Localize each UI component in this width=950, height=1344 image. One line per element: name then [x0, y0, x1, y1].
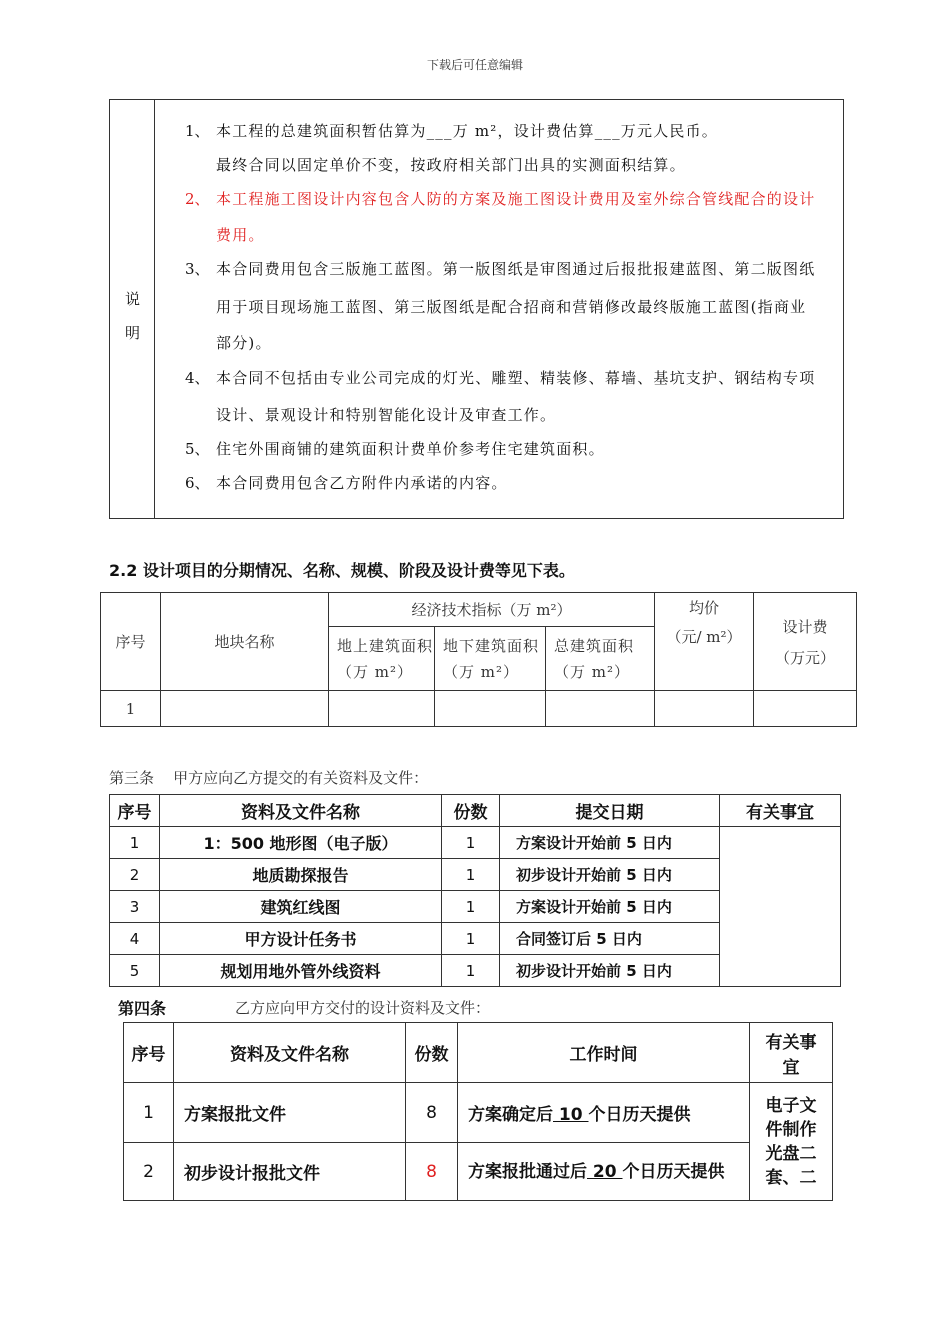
table-row-seq: 3 [110, 891, 160, 923]
header-seq: 序号 [101, 593, 161, 691]
page-header: 下载后可任意编辑 [426, 58, 523, 72]
a4-header-name: 资料及文件名称 [174, 1023, 406, 1083]
table-row-count: 1 [442, 859, 500, 891]
time-post: 个日历天提供 [588, 1105, 691, 1125]
note-number: 6、 [185, 474, 210, 492]
table-row-name: 初步设计报批文件 [174, 1143, 406, 1201]
row-total [546, 691, 655, 727]
article4-title-rest: 乙方应向甲方交付的设计资料及文件： [235, 999, 491, 1017]
a4-matter-cell: 电子文件制作光盘二套、二 [750, 1083, 833, 1201]
time-post: 个日历天提供 [622, 1161, 725, 1182]
table-row-date: 方案设计开始前 5 日内 [500, 891, 720, 923]
a4-header-count: 份数 [406, 1023, 458, 1083]
note-line: 部分)。 [216, 334, 272, 352]
time-num: 20 [587, 1161, 623, 1182]
note-line: 住宅外围商铺的建筑面积计费单价参考住宅建筑面积。 [216, 440, 605, 458]
table-row-count: 1 [442, 891, 500, 923]
note-number: 1、 [185, 122, 210, 140]
note-line: 本合同费用包含乙方附件内承诺的内容。 [216, 474, 508, 492]
a3-header-date: 提交日期 [500, 795, 720, 827]
table-row-count: 1 [442, 923, 500, 955]
table-row-seq: 4 [110, 923, 160, 955]
table-row-name: 方案报批文件 [174, 1083, 406, 1143]
header-total-area: 总建筑面积（万 m²） [546, 627, 655, 691]
time-pre: 方案报批通过后 [468, 1161, 587, 1182]
a3-header-seq: 序号 [110, 795, 160, 827]
time-pre: 方案确定后 [468, 1105, 553, 1125]
a4-header-time: 工作时间 [458, 1023, 750, 1083]
table-row-count: 1 [442, 827, 500, 859]
table-row-name: 规划用地外管外线资料 [160, 955, 442, 987]
a3-header-name: 资料及文件名称 [160, 795, 442, 827]
a3-matter-cell [720, 827, 841, 987]
note-line: 本合同费用包含三版施工蓝图。第一版图纸是审图通过后报批报建蓝图、第二版图纸 [216, 260, 816, 278]
row-price [655, 691, 754, 727]
note-line: 本工程施工图设计内容包含人防的方案及施工图设计费用及室外综合管线配合的设计 [216, 190, 816, 208]
table-row-count: 8 [406, 1083, 458, 1143]
table-row-time [458, 1143, 750, 1201]
note-number: 2、 [185, 190, 210, 208]
note-number: 3、 [185, 260, 210, 278]
article3-table [109, 794, 841, 987]
note-number: 4、 [185, 369, 210, 387]
table-row-name: 甲方设计任务书 [160, 923, 442, 955]
row-above [329, 691, 435, 727]
row-fee [754, 691, 857, 727]
note-line: 用于项目现场施工蓝图、第三版图纸是配合招商和营销修改最终版施工蓝图(指商业 [216, 298, 807, 316]
table-row-name: 建筑红线图 [160, 891, 442, 923]
notes-label-bottom: 明 [125, 324, 141, 342]
header-below-area: 地下建筑面积（万 m²） [435, 627, 546, 691]
article4-title-bold: 第四条 [118, 999, 167, 1018]
table-row-seq: 2 [110, 859, 160, 891]
table-row-count: 1 [442, 955, 500, 987]
header-fee-unit: （万元） [774, 648, 835, 667]
table-row-seq: 5 [110, 955, 160, 987]
row-plot-name [161, 691, 329, 727]
a3-header-count: 份数 [442, 795, 500, 827]
note-line: 本工程的总建筑面积暂估算为___万 m²，设计费估算___万元人民币。 [216, 122, 719, 140]
header-price-label: 均价 [688, 599, 719, 617]
table-row-time [458, 1083, 750, 1143]
table-row-date: 合同签订后 5 日内 [500, 923, 720, 955]
article3-title: 第三条 甲方应向乙方提交的有关资料及文件： [109, 769, 429, 787]
time-num: 10 [553, 1105, 589, 1125]
table-row-seq: 2 [124, 1143, 174, 1201]
section-title: 2.2 设计项目的分期情况、名称、规模、阶段及设计费等见下表。 [109, 561, 575, 580]
table-row-name: 地质勘探报告 [160, 859, 442, 891]
a3-header-matter: 有关事宜 [720, 795, 841, 827]
table-row-date: 方案设计开始前 5 日内 [500, 827, 720, 859]
note-line: 设计、景观设计和特别智能化设计及审查工作。 [216, 406, 557, 424]
table-row-seq: 1 [110, 827, 160, 859]
note-line: 费用。 [216, 226, 265, 244]
project-table [100, 592, 857, 727]
header-fee [754, 593, 857, 691]
header-price [655, 593, 754, 691]
header-fee-label: 设计费 [782, 617, 828, 636]
note-line: 本合同不包括由专业公司完成的灯光、雕塑、精装修、幕墙、基坑支护、钢结构专项 [216, 369, 816, 387]
table-row-seq: 1 [124, 1083, 174, 1143]
table-row-name: 1：500 地形图（电子版） [160, 827, 442, 859]
a4-header-matter: 有关事宜 [750, 1023, 833, 1083]
note-number: 5、 [185, 440, 210, 458]
table-row-date: 初步设计开始前 5 日内 [500, 955, 720, 987]
row-seq: 1 [101, 691, 161, 727]
note-line: 最终合同以固定单价不变，按政府相关部门出具的实测面积结算。 [216, 156, 686, 174]
article4-table [123, 1022, 833, 1201]
header-above-area: 地上建筑面积（万 m²） [329, 627, 435, 691]
table-row-count-red: 8 [406, 1143, 458, 1201]
header-indicator: 经济技术指标（万 m²） [329, 593, 655, 627]
header-price-unit: （元/ m²） [666, 628, 742, 646]
a4-header-seq: 序号 [124, 1023, 174, 1083]
table-row-date: 初步设计开始前 5 日内 [500, 859, 720, 891]
notes-label-cell [110, 100, 155, 518]
header-plot-name: 地块名称 [161, 593, 329, 691]
notes-label-top: 说 [125, 290, 141, 308]
row-below [435, 691, 546, 727]
